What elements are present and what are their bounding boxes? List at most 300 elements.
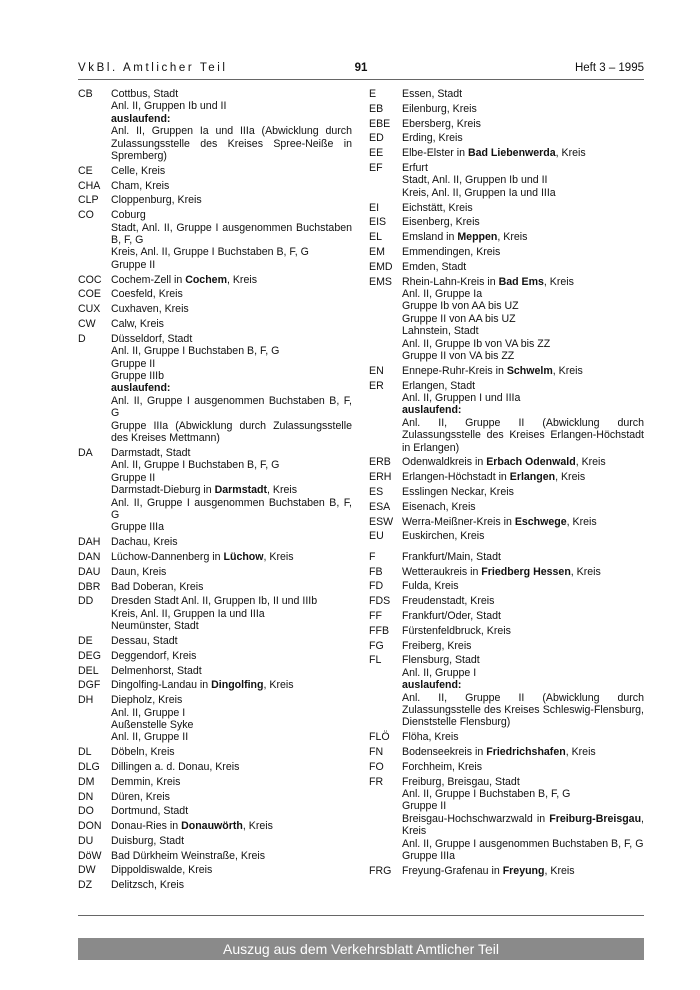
list-item — [78, 194, 352, 206]
text-segment: Darmstadt, Stadt — [111, 446, 191, 459]
description-line — [111, 521, 352, 533]
text-segment: Dortmund, Stadt — [111, 805, 189, 818]
text-segment: Cham, Kreis — [111, 179, 170, 192]
description-line — [402, 132, 644, 144]
text-segment: Werra-Meißner-Kreis in — [402, 515, 515, 528]
text-segment: Forchheim, Kreis — [402, 760, 483, 773]
text-segment: Cloppenburg, Kreis — [111, 194, 202, 207]
list-item — [78, 318, 352, 330]
list-item — [78, 761, 352, 773]
registration-description — [402, 365, 644, 377]
text-segment: , Kreis — [267, 484, 298, 497]
registration-description — [402, 776, 644, 863]
registration-code: DE — [78, 634, 93, 647]
registration-code: EMS — [369, 275, 392, 288]
text-segment: Gruppe II von VA bis ZZ — [402, 350, 515, 363]
description-line — [402, 325, 644, 337]
registration-description — [111, 650, 352, 662]
description-line — [111, 125, 352, 162]
text-segment: , Kreis — [263, 550, 294, 563]
registration-description — [402, 202, 644, 214]
description-line — [111, 776, 352, 788]
description-line — [402, 625, 644, 637]
list-item — [369, 162, 644, 199]
list-item — [369, 486, 644, 498]
text-segment: Eisenach, Kreis — [402, 500, 476, 513]
list-item — [369, 625, 644, 637]
bold-text: Friedberg Hessen — [481, 565, 571, 578]
text-segment: Gruppe IIIa — [111, 521, 164, 534]
bold-text: Cochem — [185, 273, 227, 286]
list-item — [369, 231, 644, 243]
text-segment: Lahnstein, Stadt — [402, 325, 479, 338]
page-number: 91 — [354, 62, 368, 74]
bold-text: Freyung — [502, 864, 545, 877]
text-segment: Delitzsch, Kreis — [111, 879, 184, 892]
list-item — [78, 209, 352, 271]
bold-text: Bad Liebenwerda — [467, 147, 556, 160]
list-item — [369, 471, 644, 483]
list-item — [369, 132, 644, 144]
text-segment: Anl. II, Gruppe I — [111, 706, 186, 719]
bold-text: Dingolfing — [211, 679, 264, 692]
list-item — [78, 536, 352, 548]
description-line — [111, 303, 352, 315]
registration-description — [111, 536, 352, 548]
list-item — [369, 276, 644, 363]
registration-code: FL — [369, 654, 382, 667]
text-segment: Düsseldorf, Stadt — [111, 332, 193, 345]
text-segment: Anl. II, Gruppe II — [111, 731, 189, 744]
text-segment: Daun, Kreis — [111, 565, 167, 578]
text-segment: Emmendingen, Kreis — [402, 245, 501, 258]
description-line — [111, 484, 352, 496]
list-item — [369, 580, 644, 592]
registration-code: ERB — [369, 456, 391, 469]
registration-description — [111, 879, 352, 891]
description-line — [111, 472, 352, 484]
right-column — [369, 88, 644, 880]
text-segment: Gruppe IIIb — [111, 370, 164, 383]
registration-description — [111, 776, 352, 788]
registration-code: DL — [78, 746, 92, 759]
registration-code: CE — [78, 164, 93, 177]
list-item — [78, 595, 352, 632]
text-segment: Donau-Ries in — [111, 820, 182, 833]
text-segment: Euskirchen, Kreis — [402, 530, 485, 543]
footer-banner: Auszug aus dem Verkehrsblatt Amtlicher Teil — [78, 938, 644, 960]
text-segment: Stadt, Anl. II, Gruppe I ausgenommen Buchstaben B, F, G — [111, 221, 352, 247]
registration-description — [111, 791, 352, 803]
text-segment: Anl. II, Gruppe I Buchstaben B, F, G — [111, 459, 280, 472]
list-item — [369, 640, 644, 652]
description-line — [111, 333, 352, 345]
list-item — [369, 516, 644, 528]
text-segment: Fürstenfeldbruck, Kreis — [402, 624, 511, 637]
text-segment: , Kreis — [497, 231, 528, 244]
description-line — [111, 791, 352, 803]
description-line — [402, 800, 644, 812]
text-segment: Essen, Stadt — [402, 88, 463, 100]
registration-code: FG — [369, 639, 384, 652]
text-segment: Esslingen Neckar, Kreis — [402, 486, 514, 499]
registration-description — [402, 625, 644, 637]
description-line — [111, 746, 352, 758]
text-segment: Coesfeld, Kreis — [111, 288, 183, 301]
text-segment: Neumünster, Stadt — [111, 620, 199, 633]
bold-text: Eschwege — [514, 515, 567, 528]
text-segment: Bad Dürkheim Weinstraße, Kreis — [111, 849, 266, 862]
bold-text: Freiburg-Breisgau — [549, 812, 642, 825]
description-line — [402, 486, 644, 498]
registration-code: CLP — [78, 194, 99, 207]
registration-description — [111, 679, 352, 691]
text-segment: , Kreis — [575, 456, 606, 469]
registration-description — [402, 595, 644, 607]
text-segment: Fulda, Kreis — [402, 580, 459, 593]
registration-code: ED — [369, 132, 384, 145]
description-line — [402, 118, 644, 130]
registration-description — [402, 530, 644, 542]
list-item — [369, 202, 644, 214]
registration-description — [111, 835, 352, 847]
registration-description — [111, 864, 352, 876]
text-segment: Elbe-Elster in — [402, 147, 468, 160]
text-segment: Erlangen, Stadt — [402, 379, 476, 392]
registration-code: EIS — [369, 216, 387, 229]
description-line — [111, 165, 352, 177]
description-line — [402, 174, 644, 186]
description-line — [111, 679, 352, 691]
description-line — [402, 313, 644, 325]
text-segment: Delmenhorst, Stadt — [111, 664, 202, 677]
description-line — [111, 635, 352, 647]
text-segment: , Kreis — [552, 364, 583, 377]
registration-description — [402, 580, 644, 592]
registration-code: CUX — [78, 303, 101, 316]
description-line — [111, 820, 352, 832]
registration-code: F — [369, 550, 376, 563]
registration-description — [402, 118, 644, 130]
description-line — [402, 501, 644, 513]
text-segment: Flensburg, Stadt — [402, 654, 480, 667]
description-line — [111, 113, 352, 125]
registration-code: EMD — [369, 260, 393, 273]
text-segment: Anl. II, Gruppe I Buchstaben B, F, G — [111, 345, 280, 358]
registration-description — [111, 165, 352, 177]
list-item — [78, 850, 352, 862]
description-line — [402, 731, 644, 743]
text-segment: Anl. II, Gruppe II (Abwicklung durch Zulassungsstelle des Kreises Erlangen-Höchstadt in Erlangen) — [402, 416, 644, 454]
description-line — [402, 417, 644, 454]
list-item — [78, 581, 352, 593]
description-line — [111, 650, 352, 662]
registration-description — [111, 820, 352, 832]
registration-code: DAU — [78, 565, 101, 578]
text-segment: Anl. II, Gruppen Ib und II — [111, 100, 227, 113]
bold-text: Erbach Odenwald — [486, 456, 576, 469]
description-line — [402, 865, 644, 877]
registration-code: DöW — [78, 849, 102, 862]
description-line — [111, 180, 352, 192]
list-item — [78, 791, 352, 803]
list-item — [369, 88, 644, 100]
list-item — [78, 665, 352, 677]
description-line — [402, 746, 644, 758]
description-line — [402, 300, 644, 312]
left-column — [78, 88, 352, 894]
registration-description — [111, 447, 352, 534]
registration-code: DN — [78, 790, 94, 803]
list-item — [78, 820, 352, 832]
text-segment: Freiburg, Breisgau, Stadt — [402, 775, 520, 788]
registration-description — [402, 162, 644, 199]
registration-code: DBR — [78, 580, 101, 593]
description-line — [402, 580, 644, 592]
registration-code: DO — [78, 805, 94, 818]
registration-code: FB — [369, 565, 383, 578]
registration-code: CHA — [78, 179, 101, 192]
text-segment: Freyung-Grafenau in — [402, 864, 503, 877]
registration-description — [111, 694, 352, 744]
list-item — [369, 746, 644, 758]
description-line — [111, 420, 352, 445]
registration-description — [402, 654, 644, 728]
list-item — [78, 333, 352, 445]
text-segment: Frankfurt/Main, Stadt — [402, 550, 501, 563]
registration-code: DD — [78, 595, 94, 608]
description-line — [402, 551, 644, 563]
description-line — [111, 88, 352, 100]
list-item — [78, 746, 352, 758]
registration-description — [402, 103, 644, 115]
list-item — [369, 865, 644, 877]
description-line — [402, 246, 644, 258]
text-segment: Erlangen-Höchstadt in — [402, 471, 510, 484]
list-item — [78, 88, 352, 162]
bold-text: auslaufend: — [111, 112, 171, 125]
list-item — [369, 216, 644, 228]
description-line — [402, 654, 644, 666]
description-line — [111, 246, 352, 258]
description-line — [111, 447, 352, 459]
description-line — [402, 288, 644, 300]
registration-code: EI — [369, 201, 380, 214]
list-item — [78, 165, 352, 177]
description-line — [111, 731, 352, 743]
text-segment: Anl. II, Gruppe I ausgenommen Buchstaben B, F, G — [111, 496, 352, 521]
description-line — [111, 100, 352, 112]
text-segment: , Kreis — [544, 864, 575, 877]
list-item — [78, 180, 352, 192]
registration-description — [402, 746, 644, 758]
registration-code: EL — [369, 231, 382, 244]
registration-code: DEL — [78, 664, 99, 677]
description-line — [402, 187, 644, 199]
registration-description — [402, 501, 644, 513]
text-segment: Stadt, Anl. II, Gruppen Ib und II — [402, 174, 548, 187]
description-line — [402, 788, 644, 800]
bold-text: Schwelm — [506, 364, 553, 377]
registration-code: FF — [369, 610, 382, 623]
registration-code: DAH — [78, 536, 101, 549]
text-segment: Gruppe II von AA bis UZ — [402, 312, 516, 325]
registration-description — [111, 805, 352, 817]
registration-description — [402, 147, 644, 159]
text-segment: Darmstadt-Dieburg in — [111, 484, 215, 497]
registration-description — [111, 665, 352, 677]
description-line — [111, 665, 352, 677]
text-segment: Dessau, Stadt — [111, 634, 178, 647]
description-line — [111, 864, 352, 876]
description-line — [111, 879, 352, 891]
text-segment: , Kreis — [402, 812, 644, 838]
list-item — [369, 456, 644, 468]
registration-description — [402, 566, 644, 578]
registration-code: ES — [369, 486, 384, 499]
registration-description — [402, 216, 644, 228]
registration-description — [402, 88, 644, 100]
text-segment: Anl. II, Gruppe I ausgenommen Buchstaben B, F, G — [402, 837, 644, 850]
text-segment: Anl. II, Gruppe I — [402, 666, 477, 679]
text-segment: Dingolfing-Landau in — [111, 679, 212, 692]
text-segment: Anl. II, Gruppe Ia — [402, 287, 483, 300]
text-segment: Eilenburg, Kreis — [402, 102, 477, 115]
list-item — [78, 288, 352, 300]
text-segment: Dachau, Kreis — [111, 536, 178, 549]
description-line — [402, 380, 644, 392]
text-segment: Dresden Stadt Anl. II, Gruppen Ib, II und IIIb — [111, 595, 318, 608]
text-segment: Eisenberg, Kreis — [402, 216, 480, 229]
registration-code: DZ — [78, 879, 93, 892]
description-line — [402, 276, 644, 288]
description-line — [402, 679, 644, 691]
description-line — [111, 459, 352, 471]
list-item — [78, 650, 352, 662]
list-item — [369, 595, 644, 607]
text-segment: Düren, Kreis — [111, 790, 170, 803]
registration-description — [402, 516, 644, 528]
description-line — [402, 261, 644, 273]
footer-rule — [78, 915, 644, 916]
list-item — [369, 566, 644, 578]
list-item — [369, 147, 644, 159]
text-segment: Frankfurt/Oder, Stadt — [402, 610, 501, 623]
registration-description — [111, 746, 352, 758]
registration-code: DAN — [78, 550, 101, 563]
registration-code: EU — [369, 530, 384, 543]
description-line — [402, 350, 644, 362]
registration-description — [111, 318, 352, 330]
text-segment: Ebersberg, Kreis — [402, 117, 481, 130]
text-segment: Döbeln, Kreis — [111, 746, 175, 759]
description-line — [111, 318, 352, 330]
list-item — [78, 679, 352, 691]
header-rule — [78, 79, 644, 80]
registration-description — [111, 274, 352, 286]
description-line — [111, 608, 352, 620]
bold-text: Bad Ems — [498, 275, 544, 288]
description-line — [402, 147, 644, 159]
registration-code: FN — [369, 746, 384, 759]
description-line — [111, 719, 352, 731]
registration-code: DA — [78, 446, 93, 459]
registration-description — [111, 303, 352, 315]
registration-code: DLG — [78, 760, 100, 773]
description-line — [111, 835, 352, 847]
text-segment: Cochem-Zell in — [111, 273, 186, 286]
registration-code: COC — [78, 273, 102, 286]
list-item — [369, 654, 644, 728]
registration-code: FD — [369, 580, 384, 593]
text-segment: Lüchow-Dannenberg in — [111, 550, 224, 563]
description-line — [402, 850, 644, 862]
description-line — [402, 776, 644, 788]
text-segment: Gruppe II — [111, 258, 156, 271]
text-segment: Demmin, Kreis — [111, 775, 181, 788]
description-line — [402, 392, 644, 404]
registration-code: DH — [78, 694, 94, 707]
text-segment: , Kreis — [555, 471, 586, 484]
registration-description — [402, 276, 644, 363]
registration-code: EF — [369, 161, 383, 174]
description-line — [111, 382, 352, 394]
description-line — [111, 595, 352, 607]
text-segment: , Kreis — [570, 565, 601, 578]
description-line — [402, 365, 644, 377]
list-item — [369, 380, 644, 454]
text-segment: , Kreis — [242, 820, 273, 833]
description-line — [402, 88, 644, 100]
list-item — [369, 551, 644, 563]
text-segment: Erding, Kreis — [402, 132, 463, 145]
text-segment: Gruppe II — [402, 800, 447, 813]
text-segment: Gruppe IIIa (Abwicklung durch Zulassungsstelle des Kreises Mettmann) — [111, 419, 352, 445]
description-line — [111, 581, 352, 593]
text-segment: Anl. II, Gruppe I Buchstaben B, F, G — [402, 788, 571, 801]
journal-title: VkBl. Amtlicher Teil — [78, 62, 228, 74]
description-line — [111, 536, 352, 548]
text-segment: Anl. II, Gruppen I und IIIa — [402, 392, 521, 405]
list-item — [78, 303, 352, 315]
description-line — [111, 194, 352, 206]
text-segment: Dillingen a. d. Donau, Kreis — [111, 760, 240, 773]
list-item — [78, 776, 352, 788]
description-line — [111, 395, 352, 420]
list-item — [369, 501, 644, 513]
description-line — [402, 516, 644, 528]
registration-description — [111, 288, 352, 300]
description-line — [402, 838, 644, 850]
list-item — [78, 635, 352, 647]
description-line — [402, 338, 644, 350]
registration-code: DON — [78, 820, 102, 833]
list-item — [369, 246, 644, 258]
registration-code: ERH — [369, 471, 392, 484]
text-segment: Anl. II, Gruppen Ia und IIIa (Abwicklung durch Zulassungsstelle des Kreises Spree-Neiße in Spremberg) — [111, 125, 352, 163]
description-line — [402, 566, 644, 578]
registration-description — [111, 635, 352, 647]
text-segment: Duisburg, Stadt — [111, 834, 185, 847]
registration-code: D — [78, 332, 86, 345]
list-item — [78, 805, 352, 817]
registration-description — [111, 333, 352, 445]
issue-label: Heft 3 – 1995 — [574, 62, 644, 74]
text-segment: Gruppe Ib von AA bis UZ — [402, 300, 519, 313]
registration-description — [402, 246, 644, 258]
description-line — [402, 813, 644, 838]
registration-code: DM — [78, 775, 95, 788]
